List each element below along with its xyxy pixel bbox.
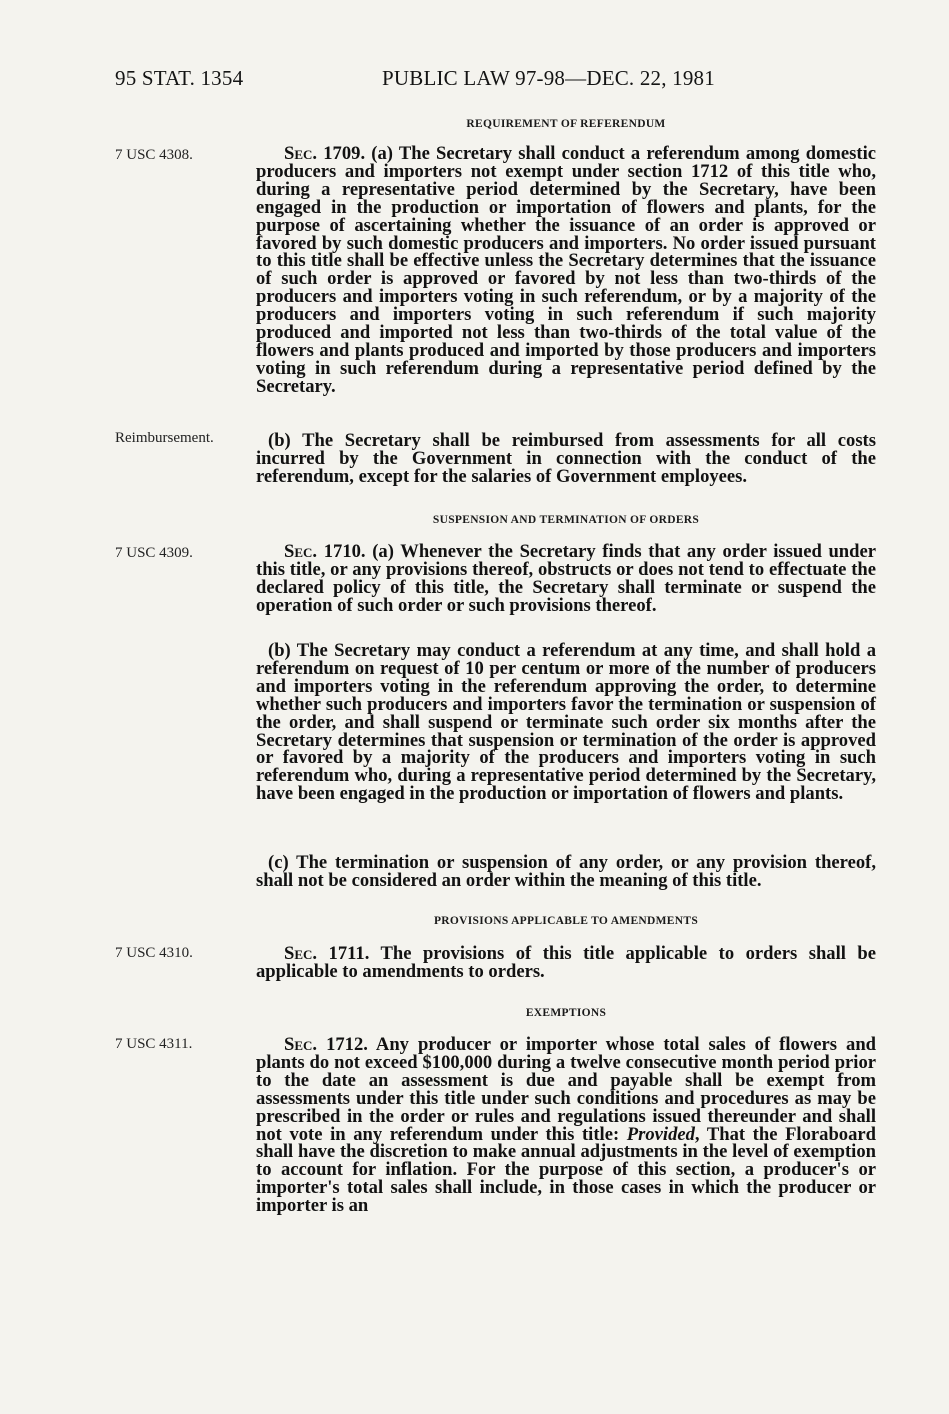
sec-1712-text-2: , That the Floraboard shall have the discretion to make annual adjustments in the level of exemption to account for inflation. For the purpose of this section, a producer's or importer's total sales shall include, in those cases in which the producer or importer is an bbox=[256, 1123, 876, 1217]
sec-1710-a-text: 1710. (a) Whenever the Secretary finds that any order issued under this title, or any provisions thereof, obstructs or does not tend to effectuate the declared policy of this title, the Secretary shall terminate or suspend the operation of such order or such provisions thereof. bbox=[256, 541, 876, 616]
heading-suspension-and-termination: SUSPENSION AND TERMINATION OF ORDERS bbox=[432, 514, 700, 526]
section-label: Sec. bbox=[284, 143, 318, 164]
sec-1712 bbox=[256, 1036, 876, 1215]
heading-exemptions: EXEMPTIONS bbox=[525, 1007, 607, 1019]
provided-italic: Provided bbox=[626, 1123, 695, 1145]
heading-provisions-applicable-to-amendments: PROVISIONS APPLICABLE TO AMENDMENTS bbox=[433, 915, 699, 927]
sec-1712-text-1: 1712. Any producer or importer whose total sales of flowers and plants do not exceed $100,000 during a twelve consecutive month period prior to the date an assessment is due and payable shall be exempt from assessments under this title under such conditions and procedures as may be prescribed in the order or rules and regulations issued thereunder and shall not vote in any referendum under this title: bbox=[256, 1034, 876, 1145]
sec-1710-b: (b) The Secretary may conduct a referendum at any time, and shall hold a referendum on request of 10 per centum or more of the number of producers and importers voting in the referendum approving the order, to determine whether such producers and importers favor the termination or suspension of the order, and shall suspend or terminate such order six months after the Secretary determines that suspension or termination of the order is approved or favored by a majority of the producers and importers voting in such referendum who, during a representative period determined by the Secretary, have been engaged in the production or importation of flowers and plants. bbox=[256, 640, 876, 805]
public-law-title: PUBLIC LAW 97-98—DEC. 22, 1981 bbox=[382, 66, 715, 90]
heading-requirement-of-referendum: REQUIREMENT OF REFERENDUM bbox=[466, 118, 666, 130]
sec-1710-c: (c) The termination or suspension of any order, or any provision thereof, shall not be considered an order within the meaning of this title. bbox=[256, 852, 876, 891]
margin-note-usc-4308: 7 USC 4308. bbox=[115, 147, 193, 163]
section-label: Sec. bbox=[284, 1034, 318, 1055]
sec-1710-a bbox=[256, 543, 876, 615]
margin-note-usc-4311: 7 USC 4311. bbox=[115, 1036, 193, 1052]
sec-1709-b: (b) The Secretary shall be reimbursed from assessments for all costs incurred by the Government in connection with the conduct of the referendum, except for the salaries of Government employees. bbox=[256, 430, 876, 487]
section-label: Sec. bbox=[284, 943, 318, 964]
margin-note-reimbursement: Reimbursement. bbox=[115, 430, 214, 446]
margin-note-usc-4310: 7 USC 4310. bbox=[115, 945, 193, 961]
section-label: Sec. bbox=[284, 541, 318, 562]
margin-note-usc-4309: 7 USC 4309. bbox=[115, 545, 193, 561]
statute-page-number: 95 STAT. 1354 bbox=[115, 66, 244, 90]
sec-1709-a bbox=[256, 145, 876, 396]
sec-1711 bbox=[256, 945, 876, 981]
sec-1709-a-text: 1709. (a) The Secretary shall conduct a referendum among domestic producers and importers not exempt under section 1712 of this title who, during a representative period determined by the Secretary, have been engaged in the production or importation of flowers and plants, for the purpose of ascertaining whether the issuance of an order is approved or favored by such domestic producers and importers. No order issued pursuant to this title shall be effective unless the Secretary determines that the issuance of such order is approved or favored by not less than two-thirds of the producers and importers voting in such referendum, or by a majority of the producers and importers voting in such referendum if such majority produced and imported not less than two-thirds of the total value of the flowers and plants produced and imported by those producers and importers voting in such referendum during a representative period defined by the Secretary. bbox=[256, 143, 876, 397]
sec-1711-text: 1711. The provisions of this title applicable to orders shall be applicable to amendments to orders. bbox=[256, 943, 876, 982]
